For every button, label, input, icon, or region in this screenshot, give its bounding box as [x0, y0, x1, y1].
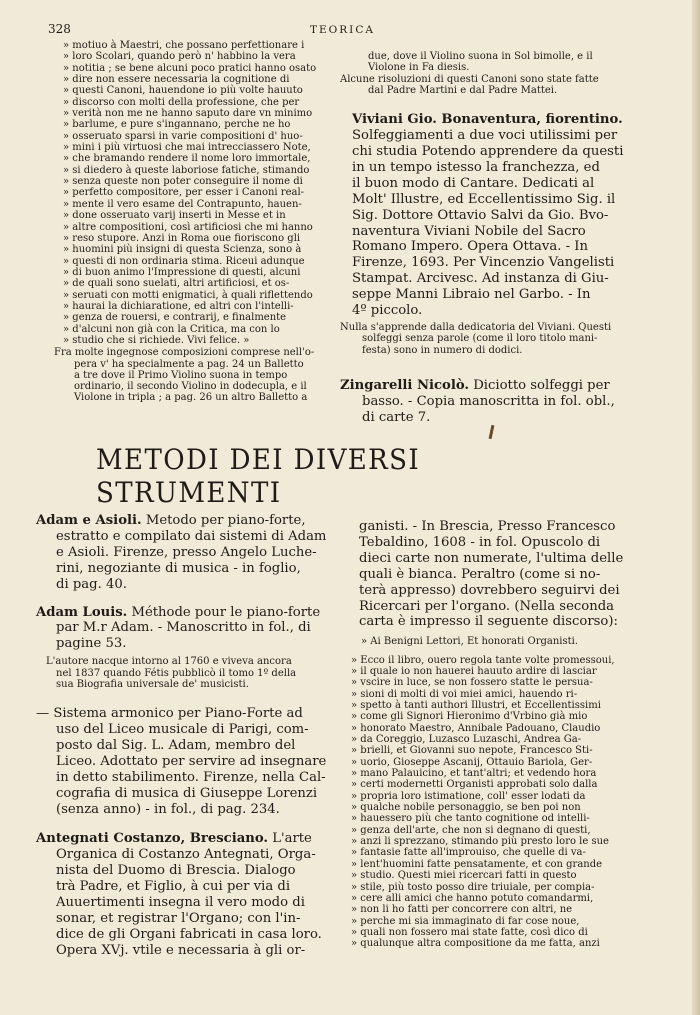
entry-line: di pag. 40. [56, 576, 127, 592]
adam-louis-name: Adam Louis. [36, 604, 128, 620]
entry-line: (senza anno) - in fol., di pag. 234. [56, 801, 280, 817]
ink-mark [489, 425, 495, 439]
quote-line: » perfetto compositore, per esser i Canoni real- [63, 187, 305, 199]
page-number: 328 [48, 22, 71, 36]
note-line: dal Padre Martini e dal Padre Mattei. [368, 84, 558, 96]
quote-line: » propria loro istimatione, coll' esser lodati da [351, 790, 586, 802]
quote-line: » perche mi sia immaginato di far cose noue, [351, 915, 580, 927]
note-line: a tre dove il Primo Violino suona in tempo [74, 369, 288, 381]
quote-line: » spetto à tanti authori Illustri, et Eccellentissimi [351, 700, 601, 712]
quote-line: » uorio, Gioseppe Ascanij, Ottauio Bariola, Ger- [351, 756, 593, 768]
quote-line: » discorso con molti della professione, che per [63, 96, 300, 108]
adam-louis-description [36, 620, 336, 652]
quote-line: » certi modernetti Organisti approbati solo dalla [351, 779, 598, 791]
note-line: L'autore nacque intorno al 1760 e viveva ancora [46, 656, 292, 668]
quote-line: » genza dell'arte, che non si degnano di questi, [351, 824, 591, 836]
page-edge-shadow [692, 0, 700, 1015]
entry-line: sonar, et registrar l'Organo; con l'in- [56, 911, 301, 927]
quote-line: » questi Canoni, hauendone io più volte hauuto [63, 85, 303, 97]
note-line: sua Biografia universale de' musicisti. [56, 678, 249, 690]
entry-line: estratto e compilato dai sistemi di Adam [56, 528, 327, 544]
left-top-column [54, 40, 344, 404]
entry-line: in detto stabilimento. Firenze, nella Cal- [56, 769, 326, 785]
quote-line: » dire non essere necessaria la cognitione di [63, 74, 290, 86]
antegnati-quote [345, 655, 645, 950]
quote-line: » seruati con motti enigmatici, à quali riflettendo [63, 289, 313, 301]
quote-line: » altre compositioni, così artificiosi che mi hanno [63, 221, 313, 233]
quote-line: » stile, più tosto posso dire triuiale, per compia- [351, 881, 595, 893]
entry-line: Romano Impero. Opera Ottava. - In [352, 239, 588, 255]
adam-asioli-entry [36, 513, 336, 593]
entry-line: Ricercari per l'organo. (Nella seconda [359, 598, 614, 614]
adam-asioli-description [36, 529, 336, 593]
note-line: due, dove il Violino suona in Sol bimolle, e il [368, 51, 593, 62]
quote-line: » qualche nobile personaggio, se ben poi non [351, 802, 581, 814]
entry-line: rini, negoziante di musica - in foglio, [56, 560, 301, 576]
entry-line: uso del Liceo musicale di Parigi, com- [56, 722, 309, 738]
quote-line: » barlume, e pure s'ingannano, perche ne ho [63, 119, 291, 131]
viviani-name: Viviani Gio. Bonaventura, fiorentino. [352, 112, 623, 128]
note-line: Nulla s'apprende dalla dedicatoria del Viviani. Questi [340, 321, 612, 333]
viviani-note [340, 322, 635, 356]
note-line: festa) sono in numero di dodici. [362, 344, 523, 356]
entry-line: dieci carte non numerate, l'ultima delle [359, 550, 624, 566]
entry-line: chi studia Potendo apprendere da questi [352, 144, 624, 159]
note-line: ordinario, il secondo Violino in dodecupla, e il [74, 381, 307, 393]
entry-line: terà appresso) dovrebbero seguirvi dei [359, 582, 620, 598]
quote-line: » genza de rouersi, e contrarij, e finalmente [63, 312, 287, 324]
note-line: Violone in tripla ; a pag. 26 un altro Balletto a [74, 392, 308, 404]
adam-biographical-note [36, 656, 336, 690]
entry-line: par M.r Adam. - Manoscritto in fol., di [56, 620, 311, 636]
quote-line: » d'alcuni non già con la Critica, ma con lo [63, 323, 280, 335]
salutation: » Ai Benigni Lettori, Et honorati Organisti. [361, 636, 579, 648]
quote-line: » de quali sono suelati, altri artificiosi, et os- [63, 278, 290, 290]
entry-line: carta è impresso il seguente discorso): [359, 614, 618, 630]
entry-line: in un tempo istesso la franchezza, ed [352, 159, 600, 175]
entry-line: quali è bianca. Peraltro (come si no- [359, 566, 601, 582]
quote-line: » senza queste non poter conseguire il nome di [63, 176, 303, 188]
antegnati-name: Antegnati Costanzo, Bresciano. [36, 831, 268, 847]
viviani-description [352, 128, 635, 319]
zingarelli-first-line: Diciotto solfeggi per [473, 377, 610, 393]
quote-line: » hauessero più che tanto cognitione od intelli- [351, 813, 590, 825]
quote-line: » loro Scolari, quando però n' habbino la vera [63, 51, 296, 63]
entry-line: 4º piccolo. [352, 303, 423, 319]
entry-line: il buon modo di Cantare. Dedicati al [352, 175, 595, 191]
quote-line: » di buon animo l'Impressione di questi, alcuni [63, 266, 301, 278]
running-title: TEORICA [310, 24, 375, 36]
quote-line: » motiuo à Maestri, che possano perfettionare i [63, 40, 305, 51]
quote-line: » non li ho fatti per concorrere con altri, ne [351, 904, 573, 916]
viviani-entry [340, 112, 635, 319]
quote-line: » lent'huomini fatte pensatamente, et con grande [351, 858, 603, 870]
entry-line: Tebaldino, 1608 - in fol. Opuscolo di [359, 534, 601, 550]
entry-line: posto dal Sig. L. Adam, membro del [56, 737, 296, 753]
entry-line: Opera XVj. vtile e necessaria à gli or- [56, 942, 306, 958]
entry-line: Liceo. Adottato per servire ad insegnare [56, 753, 327, 769]
canon-preface-quote [54, 40, 344, 346]
entry-line: trà Padre, et Figlio, à cui per via di [56, 879, 291, 895]
section-title: METODI DEI DIVERSI STRUMENTI [96, 443, 421, 509]
antegnati-first-line: L'arte [272, 831, 312, 847]
zingarelli-name: Zingarelli Nicolò. [340, 377, 470, 393]
quote-line: » qualunque altra compositione da me fatta, anzi [351, 938, 600, 950]
quote-line: » cere alli amici che hanno potuto comandarmi, [351, 892, 594, 904]
quote-line: » honorato Maestro, Annibale Padouano, Claudio [351, 722, 601, 734]
quote-line: » notitia ; se bene alcuni poco pratici hanno osato [63, 62, 317, 74]
entry-line: — Sistema armonico per Piano-Forte ad [36, 706, 303, 722]
note-line: Alcune risoluzioni di questi Canoni sono state fatte [340, 73, 599, 85]
antegnati-entry [36, 831, 336, 958]
quote-line: » haurai la dichiaratione, ed altri con l'intelli- [63, 300, 294, 312]
entry-line: naventura Viviani Nobile del Sacro [352, 223, 586, 239]
balletto-note-continued [340, 51, 635, 96]
zingarelli-line-2: basso. - Copia manoscritta in fol. obl., [362, 393, 615, 409]
page-header [48, 22, 670, 38]
quote-line: » verità non me ne hanno saputo dare vn minimo [63, 108, 313, 120]
antegnati-description [36, 847, 336, 958]
entry-line: e Asioli. Firenze, presso Angelo Luche- [56, 544, 317, 560]
entry-line: Solfeggiamenti a due voci utilissimi per [352, 128, 618, 144]
quote-line: » reso stupore. Anzi in Roma oue fioriscono gli [63, 232, 301, 244]
quote-line: » studio che si richiede. Vivi felice. » [63, 334, 250, 346]
quote-line: » studio. Questi miei ricercari fatti in questo [351, 870, 577, 882]
quote-line: » huomini più insigni di questa Scienza, sono à [63, 244, 302, 256]
note-line: solfeggi senza parole (come il loro titolo mani- [362, 333, 598, 345]
adam-asioli-name: Adam e Asioli. [36, 513, 142, 528]
note-line: Violone in Fa diesis. [368, 62, 470, 74]
entry-line: pagine 53. [56, 636, 127, 652]
quote-line: » da Coreggio, Luzasco Luzaschi, Andrea Ga- [351, 734, 582, 746]
quote-line: » quali non fossero mai state fatte, così dico di [351, 926, 588, 938]
entry-line: ganisti. - In Brescia, Presso Francesco [359, 519, 616, 534]
right-top-column [340, 51, 635, 426]
quote-line: » fantasie fatte all'improuiso, che quelle di va- [351, 847, 586, 859]
quote-line: » Ecco il libro, ouero regola tante volte promessoui, [351, 654, 615, 666]
entry-line: Sig. Dottore Ottavio Salvi da Gio. Bvo- [352, 207, 609, 223]
quote-line: » il quale io non hauerei hauuto ardire di lasciar [351, 665, 597, 677]
entry-line: seppe Manni Libraio nel Garbo. - In [352, 287, 591, 303]
note-line: Fra molte ingegnose composizioni comprese nell'o- [54, 347, 315, 359]
antegnati-continued [345, 519, 645, 630]
quote-line: » done osseruato varij inserti in Messe et in [63, 210, 286, 222]
quote-line: » vscire in luce, se non fossero statte le persua- [351, 677, 593, 689]
entry-line: cografia di musica di Giuseppe Lorenzi [56, 785, 318, 801]
quote-line: » che bramando rendere il nome loro immortale, [63, 153, 311, 165]
quote-line: » sioni di molti di voi miei amici, hauendo ri- [351, 688, 578, 700]
note-line: nel 1837 quando Fétis pubblicò il tomo 1º della [56, 667, 297, 679]
adam-asioli-first-line: Metodo per piano-forte, [145, 513, 306, 528]
zingarelli-line-3: di carte 7. [362, 409, 431, 425]
note-line: pera v' ha specialmente a pag. 24 un Balletto [74, 358, 304, 370]
quote-line: » questi di non ordinaria stima. Riceui adunque [63, 255, 305, 267]
quote-line: » osseruato sparsi in varie compositioni d' huo- [63, 130, 303, 142]
entry-line: Firenze, 1693. Per Vincenzio Vangelisti [352, 255, 615, 271]
quote-line: » mente il vero esame del Contrapunto, hauen- [63, 198, 302, 210]
entry-line: Auuertimenti insegna il vero modo di [56, 895, 305, 911]
sistema-armonico-entry [36, 706, 336, 817]
fra-molte-note [54, 347, 344, 403]
entry-line: dice de gli Organi fabricati in casa loro. [56, 926, 322, 942]
right-bottom-column [345, 519, 645, 950]
quote-line: » mini i più virtuosi che mai intrecciassero Note, [63, 142, 311, 154]
quote-line: » brielli, et Giovanni suo nepote, Francesco Sti- [351, 745, 593, 757]
quote-line: » come gli Signori Hieronimo d'Vrbino già mio [351, 711, 588, 723]
quote-line: » mano Palauicino, et tant'altri; et vedendo hora [351, 768, 597, 780]
zingarelli-entry [340, 378, 635, 426]
adam-louis-entry [36, 605, 336, 653]
adam-louis-first-line: Méthode pour le piano-forte [131, 604, 321, 620]
entry-line: Organica di Costanzo Antegnati, Orga- [56, 847, 316, 863]
quote-line: » si diedero à queste laboriose fatiche, stimando [63, 164, 310, 176]
left-bottom-column [36, 513, 336, 959]
entry-line: Molt' Illustre, ed Eccellentissimo Sig. il [352, 191, 616, 207]
quote-line: » anzi li sprezzano, stimando più presto loro le sue [351, 836, 609, 848]
entry-line: Stampat. Arcivesc. Ad instanza di Giu- [352, 271, 609, 287]
entry-line: nista del Duomo di Brescia. Dialogo [56, 863, 296, 879]
